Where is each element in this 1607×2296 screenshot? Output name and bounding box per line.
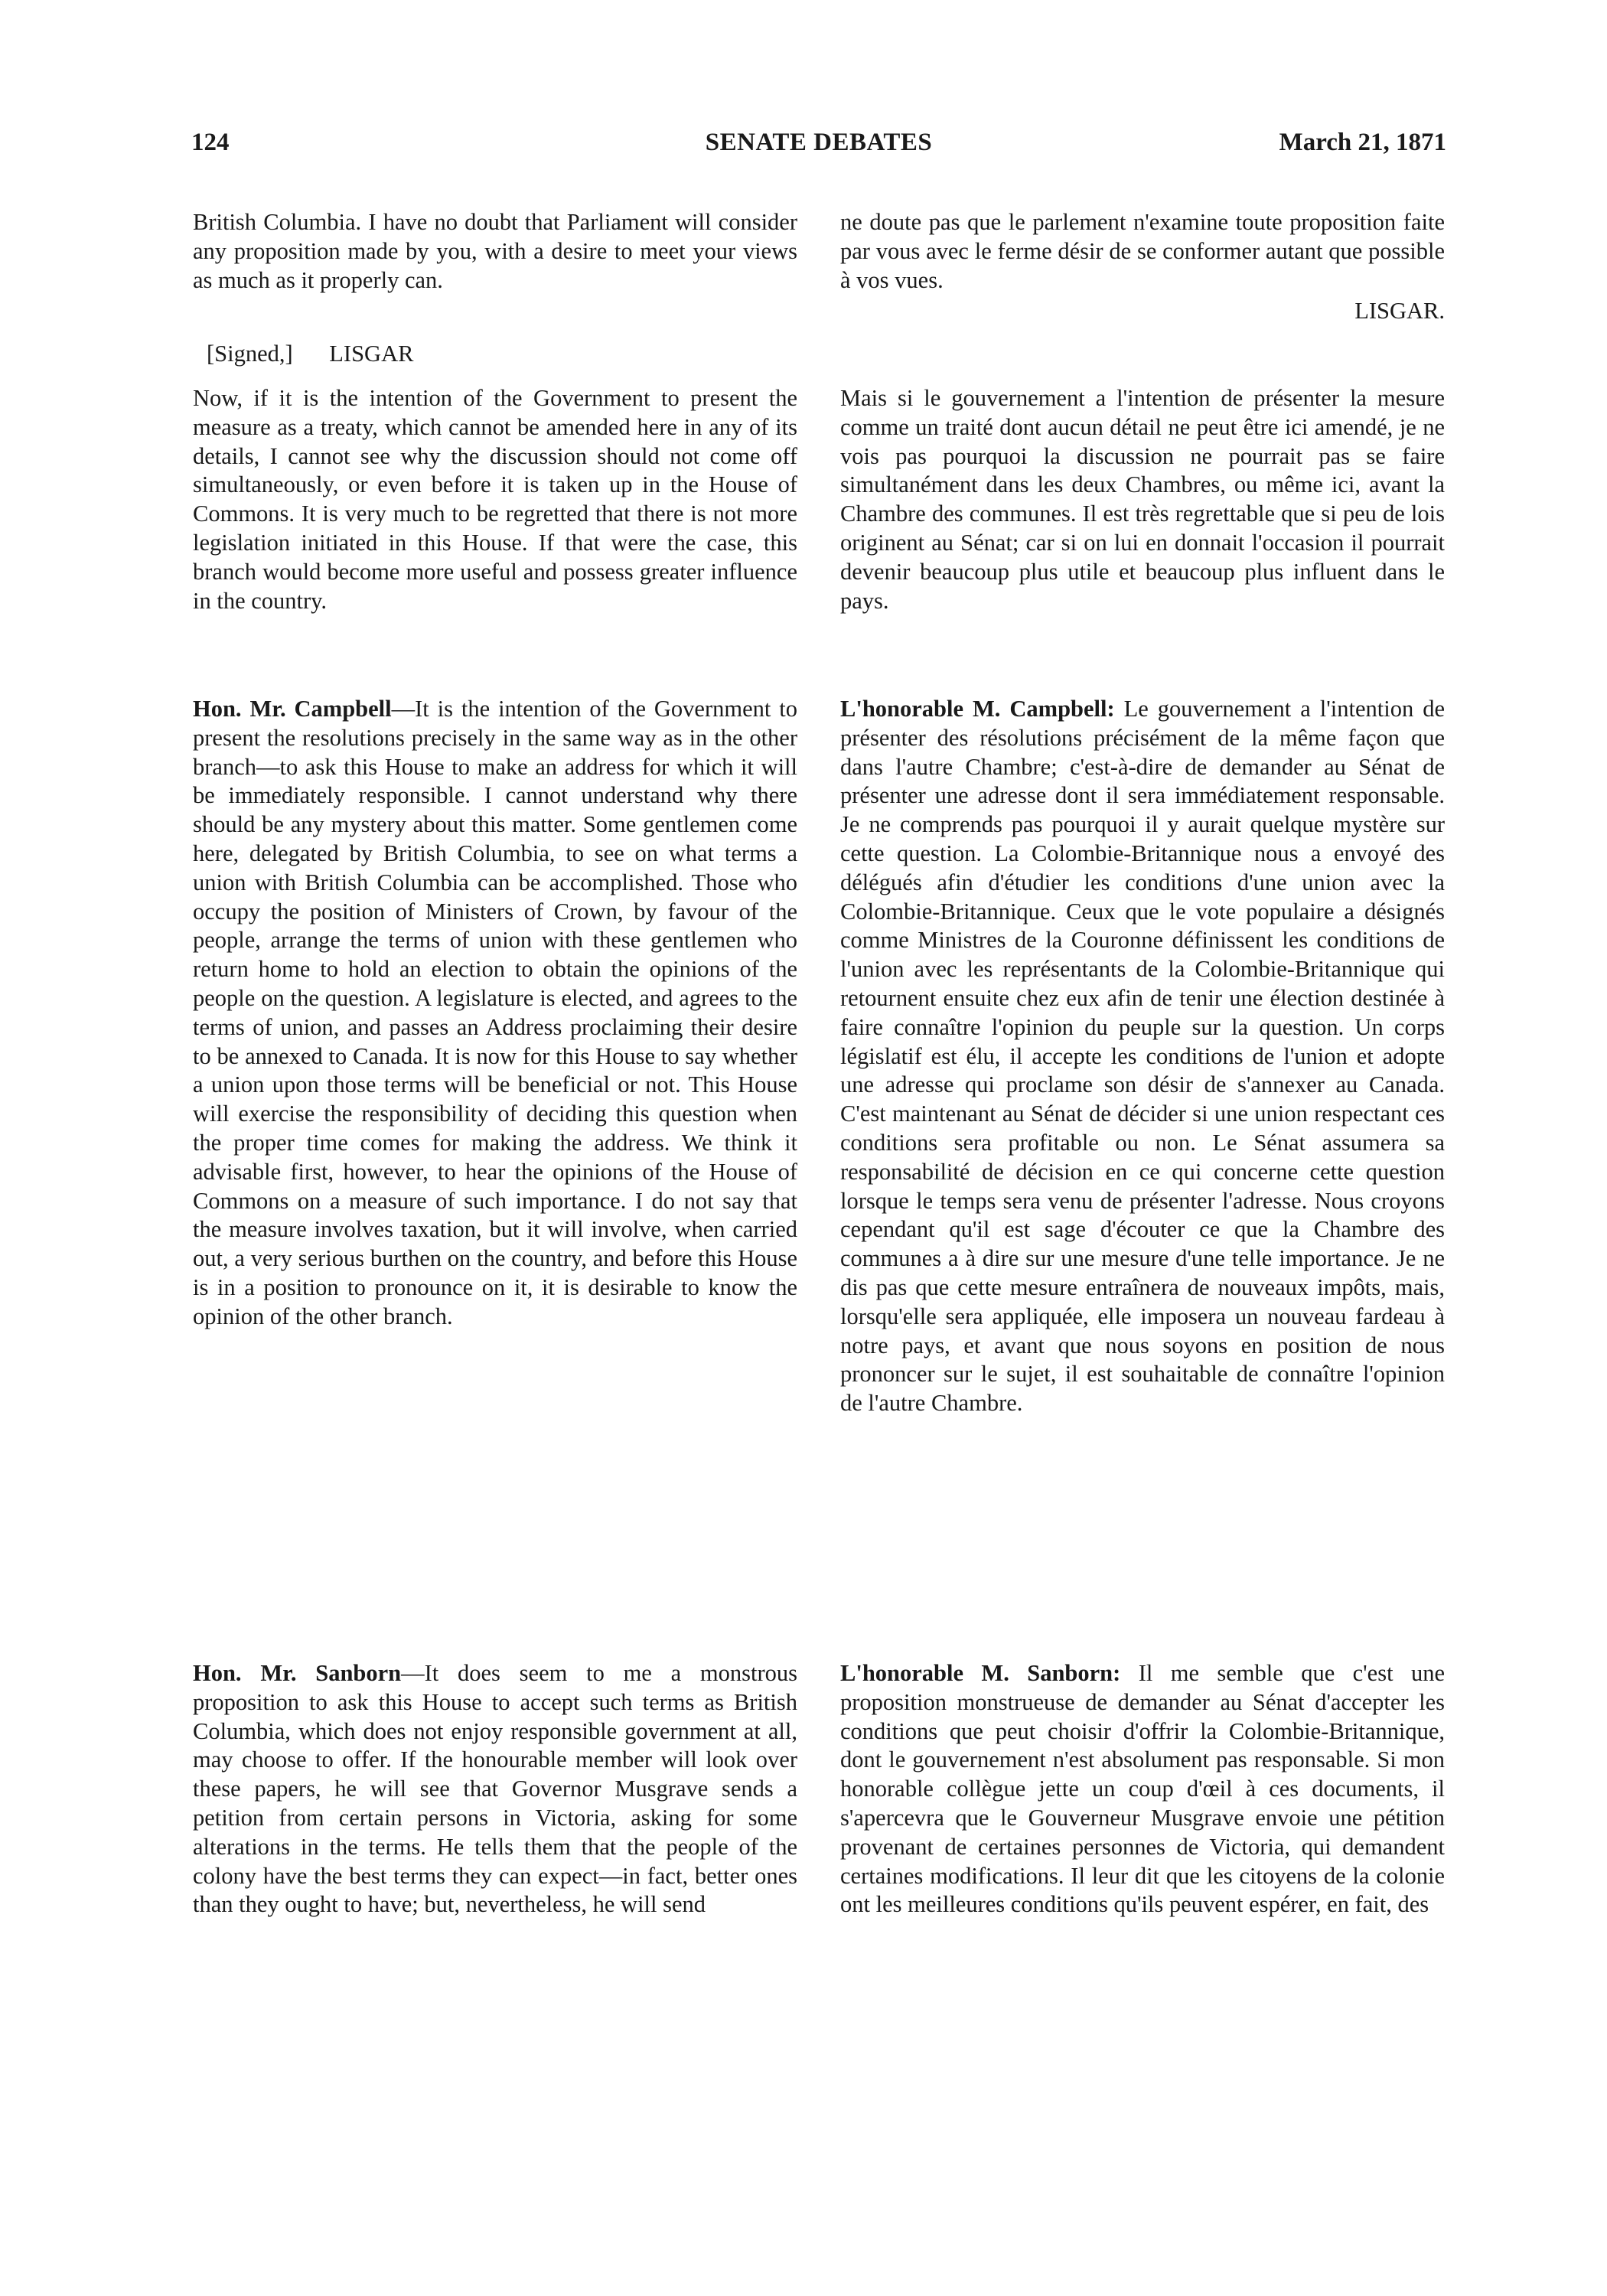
en-paragraph-sanborn bbox=[193, 1659, 797, 1919]
fr-speech-campbell: Le gouvernement a l'intention de présenter des résolutions précisément de la même façon que dans l'autre Chambre; c'est-à-dire de demander au Sénat de présenter une adresse dont il sera immédiatement responsable. Je ne comprends pas pourquoi il y aurait quelque mystère sur cette question. La Colombie-Britannique nous a envoyé des délégués afin d'étudier les conditions d'une union avec la Colombie-Britannique. Ceux que le vote populaire a désignés comme Ministres de la Couronne définissent les conditions de l'union avec les représentants de la Colombie-Britannique qui retournent ensuite chez eux afin de tenir une élection destinée à faire connaître l'opinion du peuple sur la question. Un corps législatif est élu, il accepte les conditions de l'union et adopte une adresse qui proclame son désir de s'annexer au Canada. C'est maintenant au Sénat de décider si une union respectant ces conditions sera profitable ou non. Le Sénat assumera sa responsabilité de décision en ce qui concerne cette question lorsque le temps sera venu de présenter l'adresse. Nous croyons cependant qu'il est sage d'écouter ce que la Chambre des communes a à dire sur une mesure d'une telle importance. Je ne dis pas que cette mesure entraînera de nouveaux impôts, mais, lorsqu'elle sera appliquée, elle imposera un nouveau fardeau à notre pays, et avant que nous soyons en position de nous prononcer sur le sujet, il est souhaitable de connaître l'opinion de l'autre Chambre. bbox=[840, 696, 1445, 1417]
fr-signature: LISGAR. bbox=[1354, 298, 1445, 324]
en-signature-prefix: [Signed,] bbox=[207, 341, 293, 367]
en-speaker-campbell: Hon. Mr. Campbell bbox=[193, 696, 392, 722]
en-speech-campbell: —It is the intention of the Government to present the resolutions precisely in the same way as in the other branch—to ask this House to make an address for which it will be immediately responsible. I cannot understand why there should be any mystery about this matter. Some gentlemen come here, delegated by British Columbia, to see on what terms a union with British Columbia can be accomplished. Those who occupy the position of Ministers of Crown, by favour of the people, arrange the terms of union with these gentlemen who return home to hold an election to obtain the opinions of the people on the question. A legislature is elected, and agrees to the terms of union, and passes an Address proclaiming their desire to be annexed to Canada. It is now for this House to say whether a union upon those terms will be beneficial or not. This House will exercise the responsibility of deciding this question when the proper time comes for making the address. We think it advisable first, however, to hear the opinions of the House of Commons on a measure of such importance. I do not say that the measure involves taxation, but it will involve, when carried out, a very serious burthen on the country, and before this House is in a position to pronounce on it, it is desirable to know the opinion of the other branch. bbox=[193, 696, 797, 1329]
fr-paragraph-government-intention: Mais si le gouvernement a l'intention de présenter la mesure comme un traité dont aucun détail ne peut être ici amendé, je ne vois pas pourquoi la discussion ne pourrait pas se faire simultanément dans les deux Chambres, ou même ici, avant la Chambre des communes. Il est très regrettable que si peu de lois originent au Sénat; car si on lui en donnait l'occasion il pourrait devenir beaucoup plus utile et beaucoup plus influent dans le pays. bbox=[840, 385, 1445, 614]
fr-letter-closing: ne doute pas que le parlement n'examine toute proposition faite par vous avec le ferme désir de se conformer autant que possible à vos vues. bbox=[840, 209, 1445, 293]
header-date: March 21, 1871 bbox=[1279, 129, 1446, 156]
page-number: 124 bbox=[191, 129, 230, 156]
en-speech-sanborn: —It does seem to me a monstrous proposition to ask this House to accept such terms as British Columbia, which does not enjoy responsible government at all, may choose to offer. If the honourable member will look over these papers, he will see that Governor Musgrave sends a petition from certain persons in Victoria, asking for some alterations in the terms. He tells them that the people of the colony have the best terms they can expect—in fact, better ones than they ought to have; but, nevertheless, he will send bbox=[193, 1660, 797, 1918]
publication-title: SENATE DEBATES bbox=[705, 129, 933, 156]
en-paragraph-campbell bbox=[193, 695, 797, 1332]
fr-paragraph-sanborn bbox=[840, 1659, 1445, 1919]
en-signature-name: LISGAR bbox=[329, 341, 414, 367]
running-header bbox=[191, 129, 1446, 167]
en-speaker-sanborn: Hon. Mr. Sanborn bbox=[193, 1660, 402, 1686]
fr-paragraph-campbell bbox=[840, 695, 1445, 1418]
fr-speaker-sanborn: L'honorable M. Sanborn: bbox=[840, 1660, 1121, 1686]
en-paragraph-government-intention: Now, if it is the intention of the Government to present the measure as a treaty, which cannot be amended here in any of its details, I cannot see why the discussion should not come off simultaneously, or even before it is taken up in the House of Commons. It is very much to be regretted that there is not more legislation initiated in this House. If that were the case, this branch would become more useful and possess greater influence in the country. bbox=[193, 385, 797, 614]
fr-speech-sanborn: Il me semble que c'est une proposition monstrueuse de demander au Sénat d'accepter les conditions que peut choisir d'offrir la Colombie-Britannique, dont le gouvernement n'est absolument pas responsable. Si mon honorable collègue jette un coup d'œil à ces documents, il s'apercevra que le Gouverneur Musgrave envoie une pétition provenant de certaines personnes de Victoria, qui demandent certaines modifications. Il leur dit que les citoyens de la colonie ont les meilleures conditions qu'ils peuvent espérer, en fait, des bbox=[840, 1660, 1445, 1918]
en-letter-closing: British Columbia. I have no doubt that Parliament will consider any proposition made by you, with a desire to meet your views as much as it properly can. bbox=[193, 209, 797, 293]
fr-speaker-campbell: L'honorable M. Campbell: bbox=[840, 696, 1115, 722]
en-signature bbox=[207, 340, 413, 369]
